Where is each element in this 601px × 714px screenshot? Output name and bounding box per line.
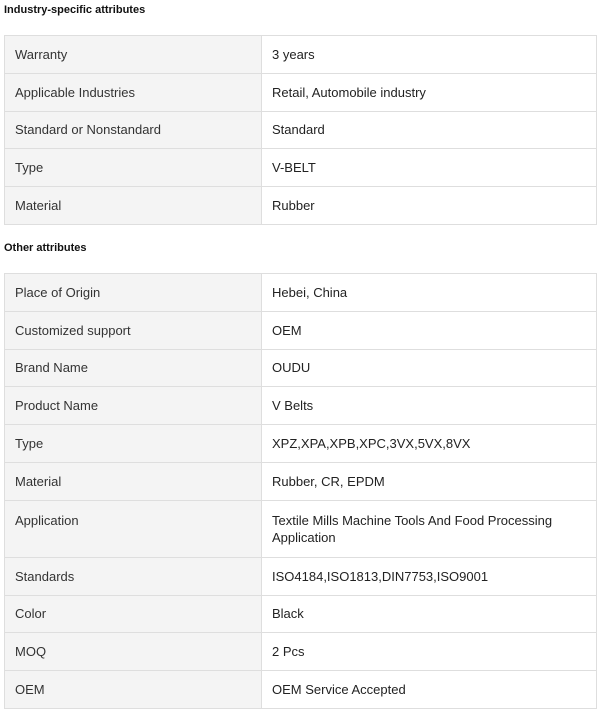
attribute-key: OEM <box>5 671 262 709</box>
attribute-value: OEM Service Accepted <box>262 671 597 709</box>
table-row <box>5 500 597 557</box>
attribute-value: Rubber <box>262 187 597 225</box>
attribute-key: Customized support <box>5 311 262 349</box>
attribute-value: V Belts <box>262 387 597 425</box>
table-row <box>5 187 597 225</box>
attribute-key: Standard or Nonstandard <box>5 111 262 149</box>
table-row <box>5 36 597 74</box>
attribute-key: Product Name <box>5 387 262 425</box>
table-row <box>5 73 597 111</box>
attribute-key: Type <box>5 149 262 187</box>
attribute-value: Hebei, China <box>262 274 597 312</box>
attribute-key: Application <box>5 500 262 557</box>
attribute-value: Black <box>262 595 597 633</box>
other-attributes-title: Other attributes <box>4 242 87 254</box>
industry-attributes-table <box>4 35 597 225</box>
attribute-key: MOQ <box>5 633 262 671</box>
attribute-key: Material <box>5 187 262 225</box>
table-row <box>5 111 597 149</box>
table-row <box>5 671 597 709</box>
attribute-value: ISO4184,ISO1813,DIN7753,ISO9001 <box>262 557 597 595</box>
table-row <box>5 557 597 595</box>
industry-attributes-title: Industry-specific attributes <box>4 4 146 16</box>
other-attributes-table <box>4 273 597 709</box>
table-row <box>5 311 597 349</box>
table-row <box>5 633 597 671</box>
attribute-value: 2 Pcs <box>262 633 597 671</box>
attribute-value: Standard <box>262 111 597 149</box>
attribute-key: Material <box>5 462 262 500</box>
attribute-value: Rubber, CR, EPDM <box>262 462 597 500</box>
attribute-value: 3 years <box>262 36 597 74</box>
attribute-value: Textile Mills Machine Tools And Food Processing Application <box>262 500 597 557</box>
attribute-value: Retail, Automobile industry <box>262 73 597 111</box>
table-row <box>5 149 597 187</box>
table-row <box>5 462 597 500</box>
table-row <box>5 425 597 463</box>
attribute-key: Warranty <box>5 36 262 74</box>
table-row <box>5 349 597 387</box>
table-row <box>5 595 597 633</box>
attribute-value: OEM <box>262 311 597 349</box>
attribute-key: Applicable Industries <box>5 73 262 111</box>
attribute-key: Place of Origin <box>5 274 262 312</box>
attribute-key: Color <box>5 595 262 633</box>
attribute-key: Type <box>5 425 262 463</box>
attribute-value: V-BELT <box>262 149 597 187</box>
table-row <box>5 274 597 312</box>
attribute-value: XPZ,XPA,XPB,XPC,3VX,5VX,8VX <box>262 425 597 463</box>
attribute-key: Brand Name <box>5 349 262 387</box>
table-row <box>5 387 597 425</box>
attribute-key: Standards <box>5 557 262 595</box>
attribute-value: OUDU <box>262 349 597 387</box>
